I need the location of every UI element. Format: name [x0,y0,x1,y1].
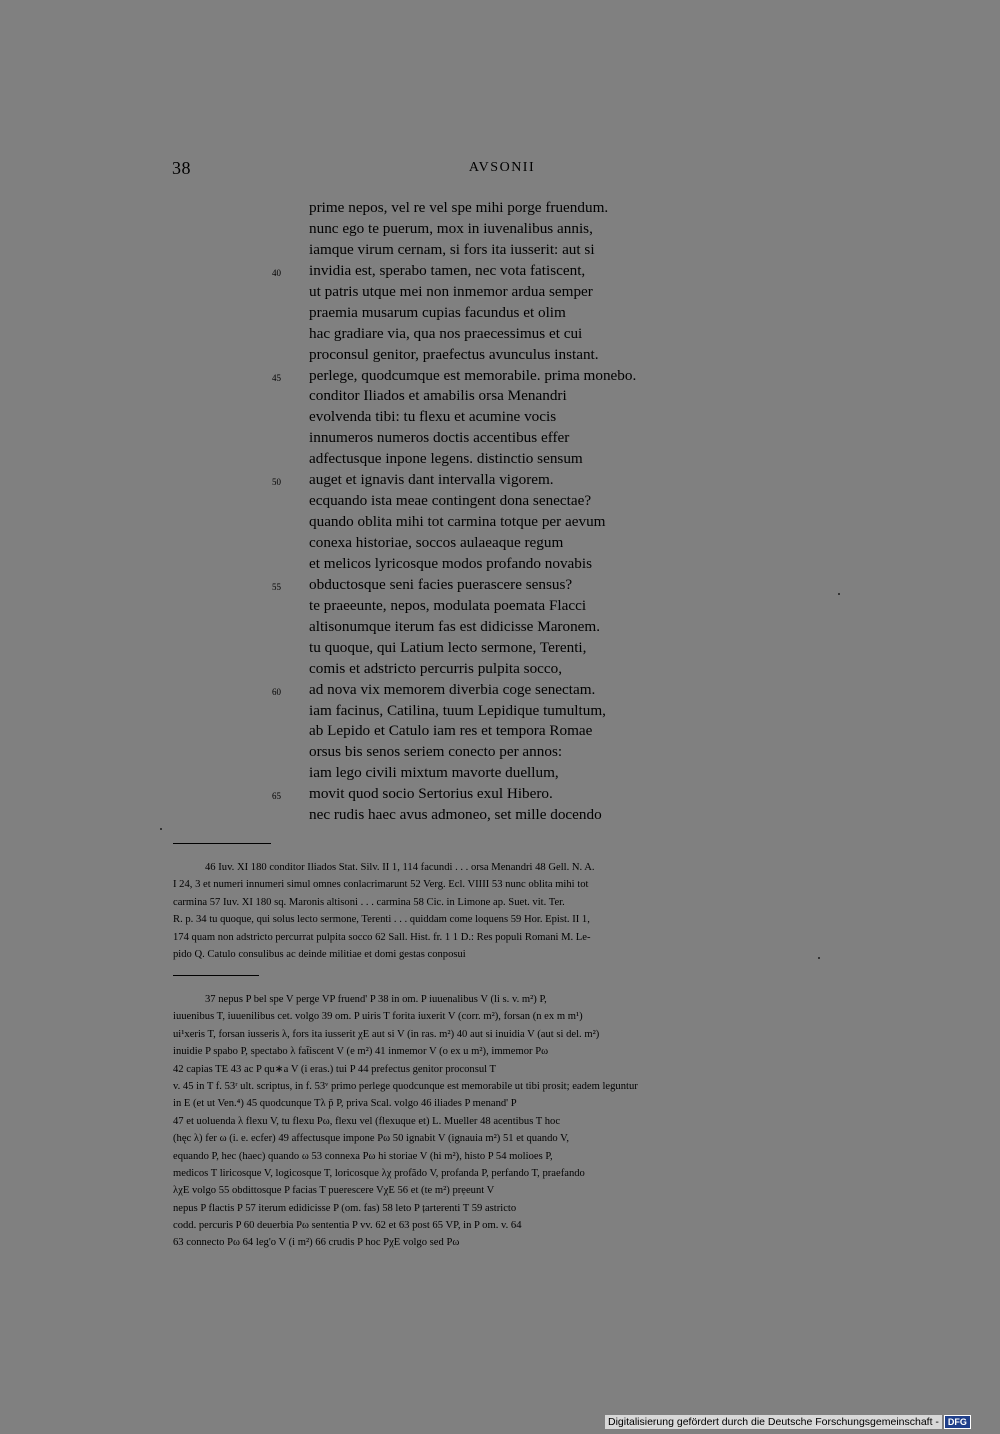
poem-line [272,449,752,470]
poem-line [272,701,752,722]
verse-text: altisonumque iterum fas est didicisse Maronem. [309,617,601,635]
poem-line [272,261,752,282]
verse-text: prime nepos, vel re vel spe mihi porge fruendum. [309,199,609,216]
apparatus-line: medicos T liricosque V, logicosque T, loricosque λχ profãdo V, profanda P, perfando T, praefando [173,1167,585,1179]
page-title: AVSONII [468,160,536,175]
apparatus-line: equando P, hec (haec) quando ω 53 connexa Pω hi storiae V (hi m²), histo P 54 molioes P, [173,1150,553,1162]
testimonia-line: I 24, 3 et numeri innumeri simul omnes conlacrimarunt 52 Verg. Ecl. VIIII 53 nunc oblita mihi tot [173,879,589,891]
testimonia-line: carmina 57 Iuv. XI 180 sq. Maronis altisoni . . . carmina 58 Cic. in Limone ap. Suet. vit. Ter. [173,896,565,908]
poem-line [272,366,752,387]
verse-text: conexa historiae, soccos aulaeaque regum [309,534,564,551]
apparatus-line: 63 connecto Pω 64 leg'o V (i m²) 66 crudis P hoc PχE volgo sed Pω [173,1237,460,1249]
apparatus-line: inuidie P spabo P, spectabo λ fat̃iscent V (e m²) 41 inmemor V (o ex u m²), immemor Pω [173,1046,549,1058]
verse-text: obductosque seni facies puerascere sensus? [309,575,573,593]
dfg-logo: DFG [944,1415,971,1429]
poem-line [272,512,752,533]
poem-line [272,198,752,219]
verse-text: perlege, quodcumque est memorabile. prima monebo. [309,366,637,384]
testimonia-line: 174 quam non adstricto percurrat pulpita socco 62 Sall. Hist. fr. 1 1 D.: Res populi Romani M. Le- [173,931,591,943]
verse-text: ut patris utque mei non inmemor ardua semper [309,282,593,300]
poem-line [272,386,752,407]
verse-text: innumeros numeros doctis accentibus effer [309,429,570,447]
digitization-footer [605,1415,971,1429]
running-head [172,158,832,182]
poem-line [272,407,752,428]
line-number: 60 [272,686,281,697]
line-number: 40 [272,267,281,278]
poem-line [272,554,752,575]
testimonia-line: R. p. 34 tu quoque, qui solus lecto sermone, Terenti . . . quiddam come loquens 59 Hor. Epist. II 1, [173,914,590,926]
apparatus-line: λχE volgo 55 obdittosque P facias T puerescere VχE 56 et (te m²) prẹeunt V [173,1185,495,1197]
apparatus-line: nepus P flactis P 57 iterum edidicisse P (om. fas) 58 leto P țarterenti T 59 astricto [173,1202,517,1214]
verse-text: auget et ignavis dant intervalla vigorem. [309,471,554,489]
section-divider [173,975,259,976]
verse-text: conditor Iliados et amabilis orsa Menandri [309,387,567,405]
poem-line [272,491,752,512]
apparatus-line: ui¹xeris T, forsan iusseris λ, fors ita iusserit χE aut si V (in ras. m²) 40 aut si inuidia V (aut si del. m²) [173,1028,600,1040]
section-divider [173,843,271,844]
poem-line [272,303,752,324]
poem-line [272,533,752,554]
apparatus-line: v. 45 in T f. 53ʳ ult. scriptus, in f. 53ᵛ primo perlege quodcunque est memorabile ut tibi prosit; eadem leguntur [173,1080,638,1092]
apparatus-line: codd. percuris P 60 deuerbia Pω sententia P vv. 62 et 63 post 65 VP, in P om. v. 64 [173,1220,522,1232]
verse-text: te praeeunte, nepos, modulata poemata Flacci [309,596,587,614]
verse-text: iam facinus, Catilina, tuum Lepidique tumultum, [309,701,606,719]
verse-text: quando oblita mihi tot carmina totque per aevum [309,513,606,531]
line-number: 50 [272,477,281,488]
scan-speck [160,828,162,830]
poem-line [272,784,752,805]
poem-line [272,282,752,303]
verse-text: ecquando ista meae contingent dona senectae? [309,492,592,510]
apparatus-line: 37 nepus P bel spe V perge VP fruend' P 38 in om. P iuuenalibus V (li s. v. m²) P, [205,994,547,1005]
poem-line [272,680,752,701]
verse-text: evolvenda tibi: tu flexu et acumine vocis [309,408,557,426]
poem-line [272,219,752,240]
scan-speck [818,957,820,959]
apparatus-line: 42 capias TE 43 ac P qu∗a V (i eras.) tui P 44 prefectus genitor proconsul T [173,1063,496,1075]
poem-line [272,638,752,659]
line-number: 45 [272,372,281,383]
verse-text: movit quod socio Sertorius exul Hibero. [309,785,553,803]
verse-text: comis et adstricto percurris pulpita socco, [309,659,563,677]
line-number: 65 [272,791,281,802]
verse-text: hac gradiare via, qua nos praecessimus et cui [309,324,583,342]
line-number: 55 [272,581,281,592]
testimonia-line: 46 Iuv. XI 180 conditor Iliados Stat. Silv. II 1, 114 facundi . . . orsa Menandri 48 Gell. N. A. [205,862,595,873]
poem-line [272,617,752,638]
page-number: 38 [172,158,191,178]
apparatus-line: in E (et ut Ven.⁴) 45 quodcunque Tλ p̃ P, priva Scal. volgo 46 iliades P menand' P [173,1098,517,1110]
poem-text [272,198,752,826]
verse-text: et melicos lyricosque modos profando novabis [309,554,593,572]
poem-line [272,721,752,742]
verse-text: proconsul genitor, praefectus avunculus instant. [309,345,599,363]
apparatus-line: 47 et uoluenda λ flexu V, tu flexu Pω, flexu vel (flexuque et) L. Mueller 48 acentibus T hoc [173,1115,561,1127]
verse-text: ad nova vix memorem diverbia coge senectam. [309,680,596,698]
verse-text: tu quoque, qui Latium lecto sermone, Terenti, [309,638,587,656]
poem-line [272,659,752,680]
verse-text: nunc ego te puerum, mox in iuvenalibus annis, [309,219,593,237]
poem-line [272,470,752,491]
testimonia-line: pido Q. Catulo consulibus ac deinde militiae et domi gestas conposui [173,948,466,960]
apparatus-criticus [173,991,833,1252]
apparatus-line: iuuenibus T, iuuenilibus cet. volgo 39 om. P uiris T forita iuxerit V (corr. m²), forsan (n ex m m¹) [173,1011,583,1023]
verse-text: invidia est, sperabo tamen, nec vota fatiscent, [309,261,586,279]
verse-text: orsus bis senos seriem conecto per annos: [309,743,563,761]
apparatus-line: (hęc λ) fer ω (i. e. ecfer) 49 affectusque impone Pω 50 ignabit V (ignauia m²) 51 et quando V, [173,1133,570,1145]
verse-text: adfectusque inpone legens. distinctio sensum [309,450,583,468]
poem-line [272,575,752,596]
poem-line [272,240,752,261]
verse-text: ab Lepido et Catulo iam res et tempora Romae [309,722,593,740]
verse-text: iamque virum cernam, si fors ita iusserit: aut si [309,240,595,258]
poem-line [272,345,752,366]
poem-line [272,428,752,449]
testimonia-notes [173,859,833,963]
verse-text: nec rudis haec avus admoneo, set mille docendo [309,806,602,824]
poem-line [272,324,752,345]
verse-text: praemia musarum cupias facundus et olim [309,303,566,321]
verse-text: iam lego civili mixtum mavorte duellum, [309,764,559,782]
poem-line [272,763,752,784]
scan-speck [838,593,840,595]
poem-line [272,742,752,763]
poem-line [272,805,752,826]
funding-notice: Digitalisierung gefördert durch die Deutsche Forschungsgemeinschaft - [605,1415,942,1429]
poem-line [272,596,752,617]
